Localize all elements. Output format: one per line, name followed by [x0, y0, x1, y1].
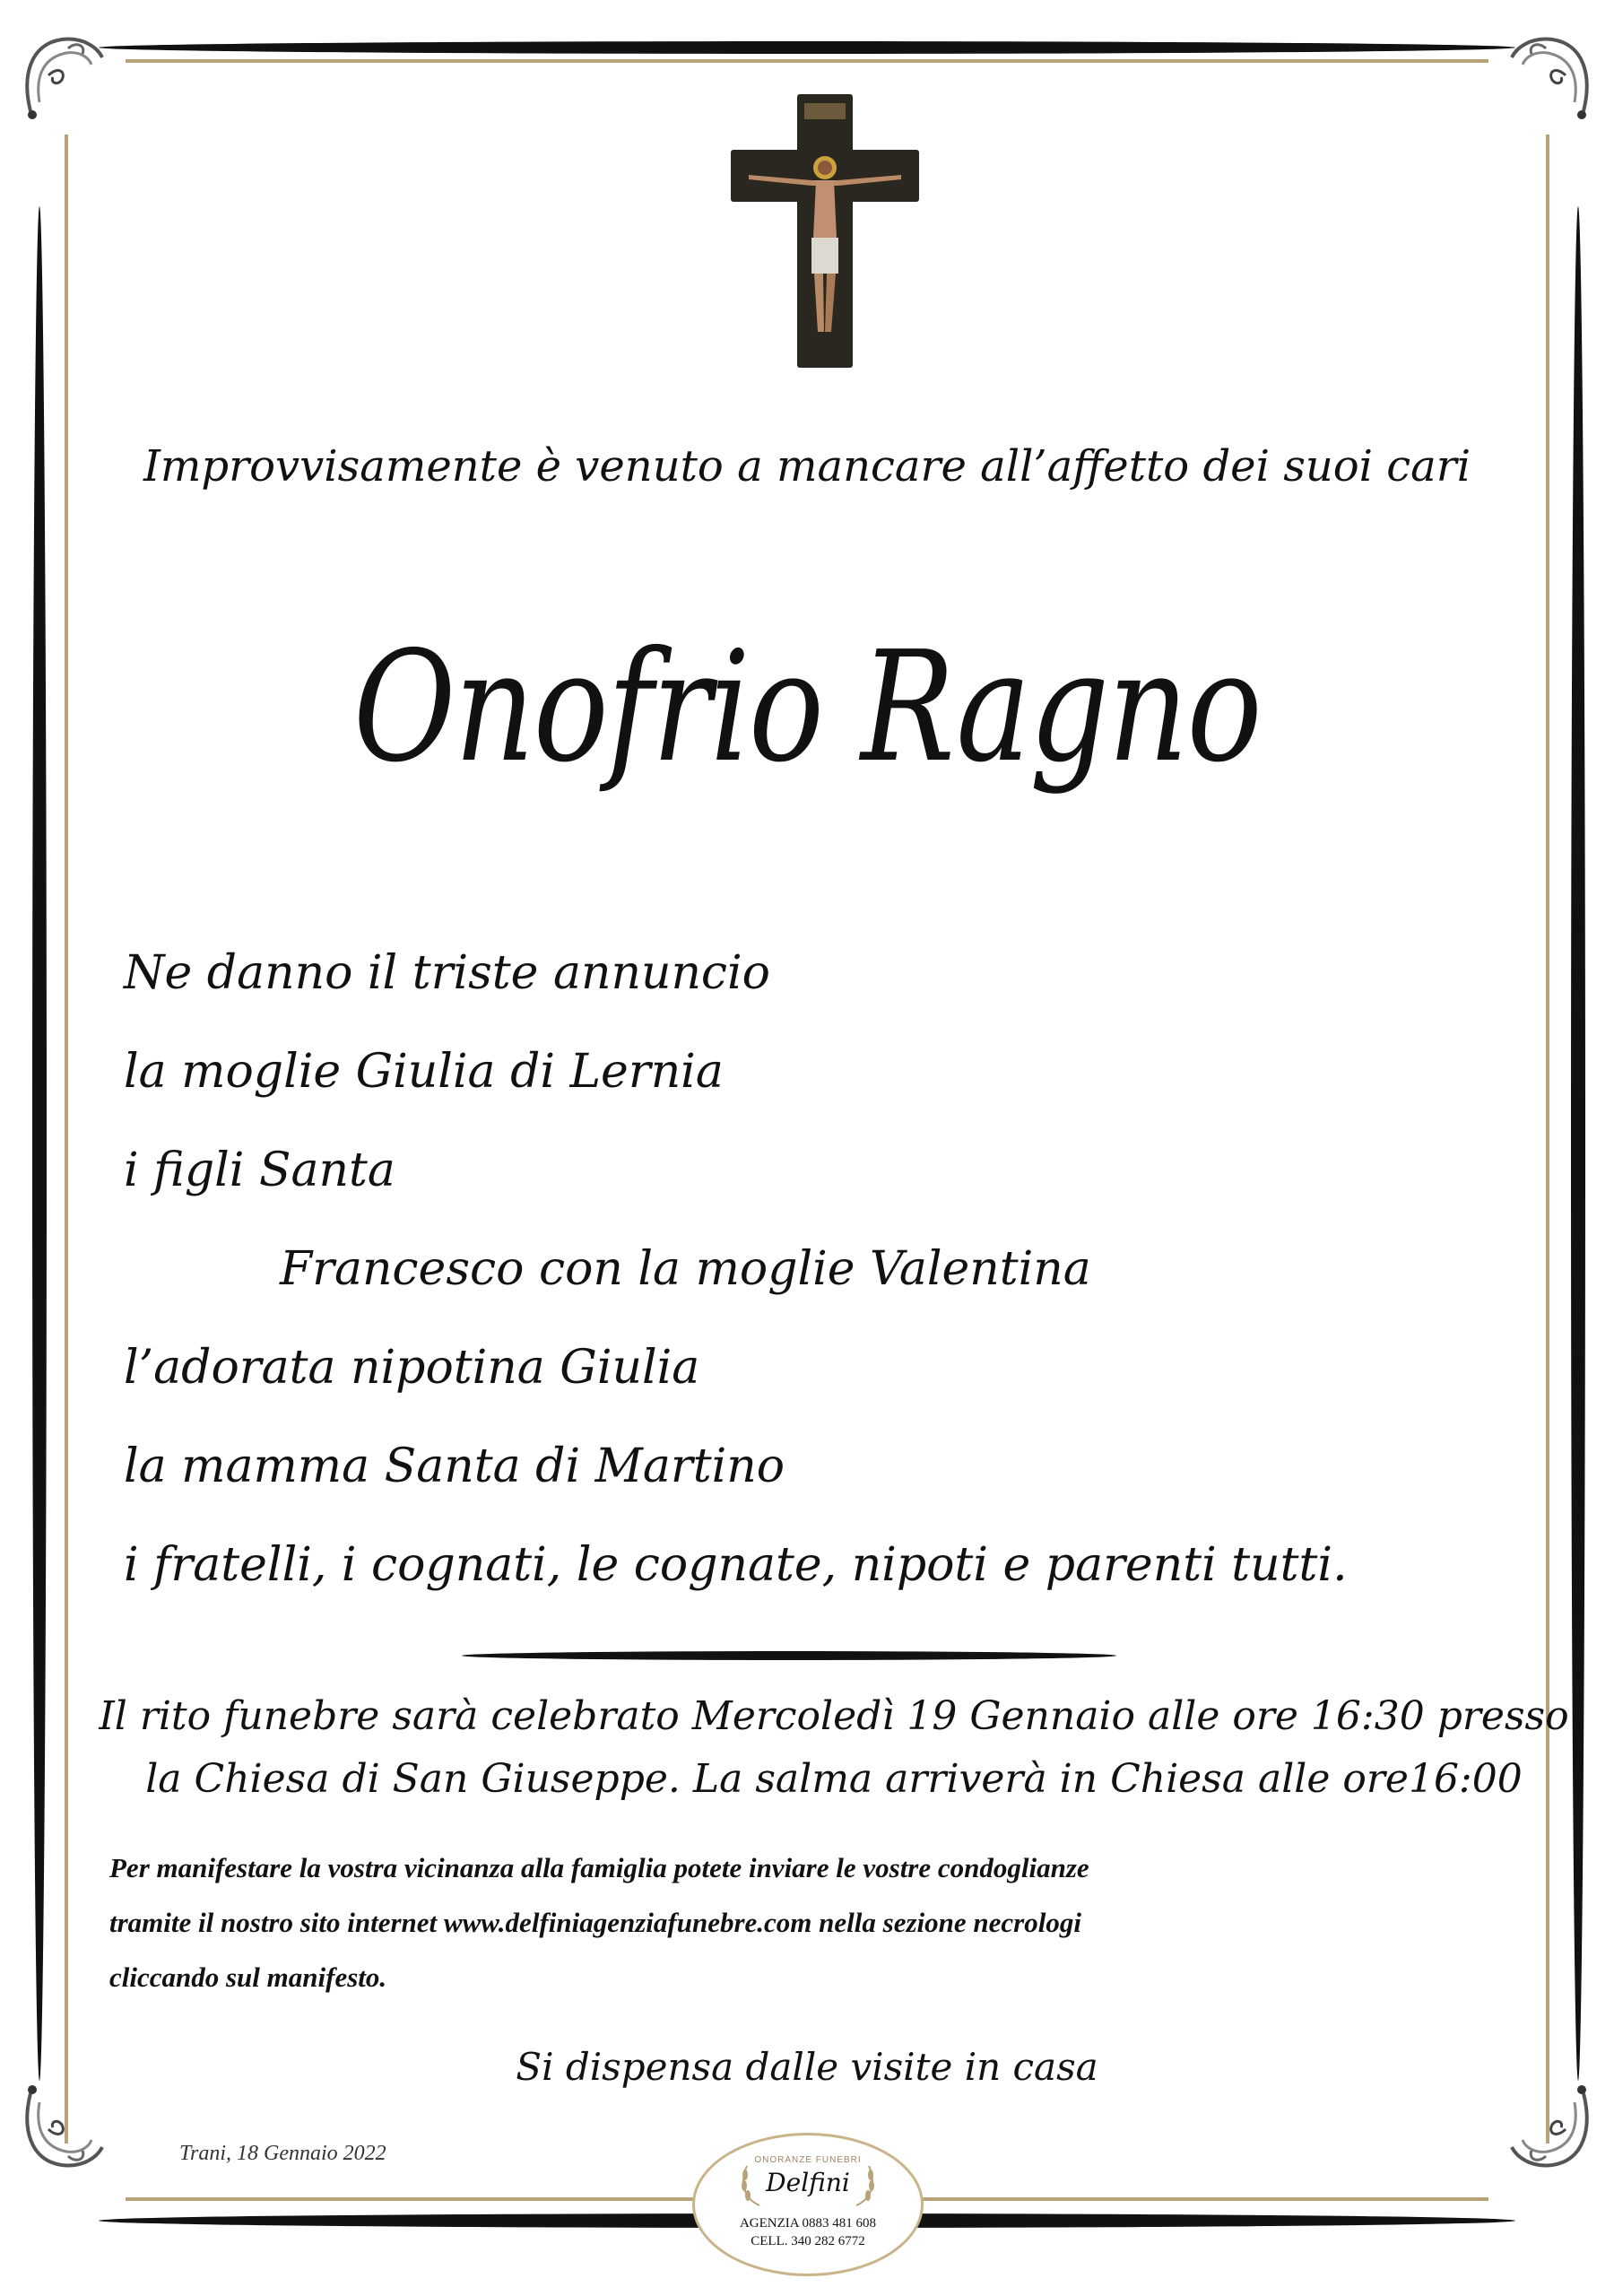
condolences-line: tramite il nostro sito internet www.delfiniagenziafunebre.com nella sezione necrologi — [109, 1907, 1081, 1938]
visits-note: Si dispensa dalle visite in casa — [516, 2045, 1098, 2089]
announcement-line: la moglie Giulia di Lernia — [124, 1045, 724, 1099]
intro-line: Improvvisamente è venuto a mancare all’affetto dei suoi cari — [143, 441, 1471, 491]
announcement-line: la mamma Santa di Martino — [124, 1439, 785, 1493]
corner-ornament-icon — [1494, 2075, 1601, 2183]
logo-brand: Delfini — [766, 2168, 850, 2197]
announcement-line: i figli Santa — [124, 1144, 395, 1197]
laurel-icon — [853, 2162, 880, 2207]
rite-line: Il rito funebre sarà celebrato Mercoledì 19 Gennaio alle ore 16:30 presso — [99, 1693, 1569, 1739]
announcement-line: Francesco con la moglie Valentina — [280, 1242, 1091, 1296]
deceased-name: Onofrio Ragno — [353, 619, 1261, 796]
frame-black-bar-top — [99, 41, 1515, 54]
cell-phone: CELL. 340 282 6772 — [751, 2234, 865, 2248]
announcement-line: l’adorata nipotina Giulia — [124, 1341, 700, 1395]
announcement-line: i fratelli, i cognati, le cognate, nipoti e parenti tutti. — [124, 1538, 1348, 1592]
frame-gold-line-top — [126, 59, 1488, 63]
condolences-line: Per manifestare la vostra vicinanza alla famiglia potete inviare le vostre condoglianze — [109, 1852, 1089, 1883]
crucifix-icon — [731, 94, 919, 368]
frame-gold-line-right — [1546, 135, 1549, 2144]
condolences-line: cliccando sul manifesto. — [109, 1961, 387, 1993]
agency-logo — [692, 2133, 924, 2276]
logo-caption: ONORANZE FUNEBRI — [754, 2155, 862, 2165]
corner-ornament-icon — [13, 22, 120, 129]
divider — [462, 1651, 1116, 1660]
agency-phone: AGENZIA 0883 481 608 — [739, 2216, 877, 2231]
frame-gold-line-left — [65, 135, 68, 2144]
rite-line: la Chiesa di San Giuseppe. La salma arriverà in Chiesa alle ore16:00 — [145, 1756, 1523, 1802]
corner-ornament-icon — [13, 2075, 120, 2183]
place-date: Trani, 18 Gennaio 2022 — [179, 2142, 386, 2165]
corner-ornament-icon — [1494, 22, 1601, 129]
announcement-line: Ne danno il triste annuncio — [124, 946, 770, 1000]
